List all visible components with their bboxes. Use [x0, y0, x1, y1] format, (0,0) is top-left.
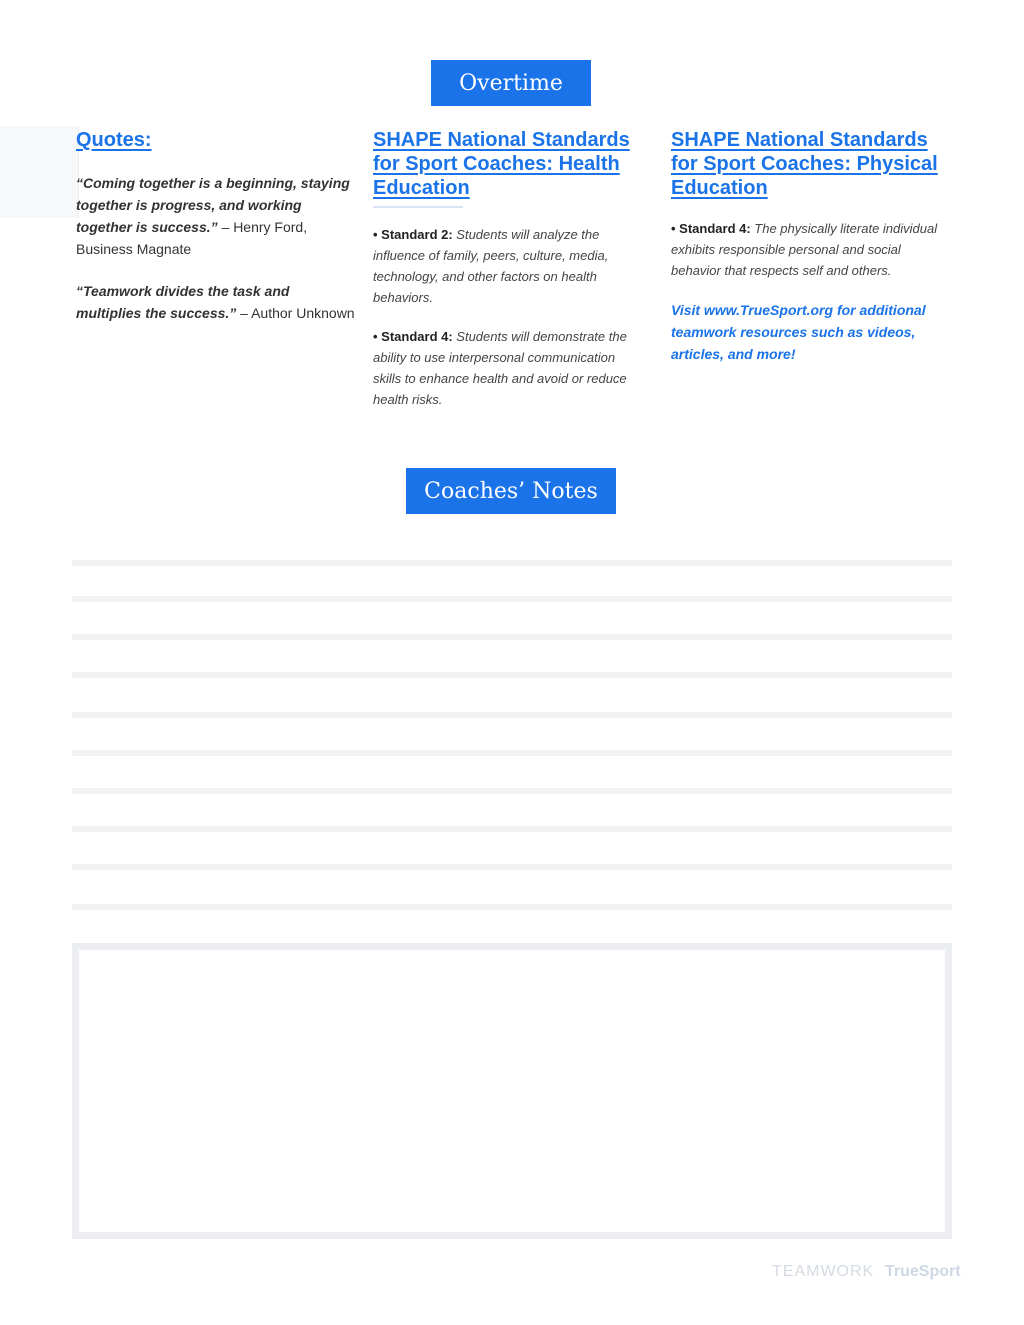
- quote-item: [76, 280, 356, 324]
- note-line[interactable]: [72, 634, 952, 640]
- note-line[interactable]: [72, 560, 952, 566]
- quote-item: [76, 172, 356, 260]
- title-divider: [373, 206, 463, 208]
- note-line[interactable]: [72, 750, 952, 756]
- quote-text: “Teamwork divides the task and multiplies the success.”: [76, 283, 290, 321]
- standard-item: [373, 224, 633, 308]
- overtime-banner: Overtime: [431, 60, 591, 106]
- footer-section-label: TEAMWORK: [772, 1263, 875, 1280]
- quotes-title: Quotes:: [76, 129, 152, 151]
- standard-item: [373, 326, 633, 410]
- standard-text: Students will analyze the influence of family, peers, culture, media, technology, and other factors on health behaviors.: [373, 227, 609, 305]
- side-card: [0, 126, 79, 218]
- pe-standards-title: SHAPE National Standards for Sport Coaches: Physical Education: [671, 129, 938, 199]
- standard-label: • Standard 2:: [373, 227, 453, 242]
- note-line[interactable]: [72, 826, 952, 832]
- truesport-promo-link[interactable]: Visit www.TrueSport.org for additional teamwork resources such as videos, articles, and more!: [671, 302, 926, 362]
- quote-author: – Author Unknown: [236, 305, 355, 321]
- health-standards-column: [373, 128, 633, 428]
- standard-label: • Standard 4:: [671, 221, 751, 236]
- quotes-column: [76, 128, 356, 344]
- quote-author: – Henry Ford, Business Magnate: [76, 219, 308, 257]
- notes-writing-box[interactable]: [72, 943, 952, 1239]
- quote-text: “Coming together is a beginning, staying together is progress, and working together is success.”: [76, 175, 350, 235]
- note-line[interactable]: [72, 788, 952, 794]
- pe-standards-column: [671, 128, 951, 379]
- note-line[interactable]: [72, 864, 952, 870]
- standard-item: [671, 218, 951, 281]
- note-line[interactable]: [72, 596, 952, 602]
- note-line[interactable]: [72, 904, 952, 910]
- standard-label: • Standard 4:: [373, 329, 453, 344]
- footer-brand-logo: TrueSport: [885, 1263, 961, 1280]
- standard-text: The physically literate individual exhibits responsible personal and social behavior that respects self and others.: [671, 221, 938, 278]
- coaches-notes-banner: Coaches’ Notes: [406, 468, 616, 514]
- note-line[interactable]: [72, 672, 952, 678]
- health-standards-title: SHAPE National Standards for Sport Coaches: Health Education: [373, 129, 630, 199]
- note-line[interactable]: [72, 712, 952, 718]
- standard-text: Students will demonstrate the ability to use interpersonal communication skills to enhance health and avoid or reduce health risks.: [373, 329, 627, 407]
